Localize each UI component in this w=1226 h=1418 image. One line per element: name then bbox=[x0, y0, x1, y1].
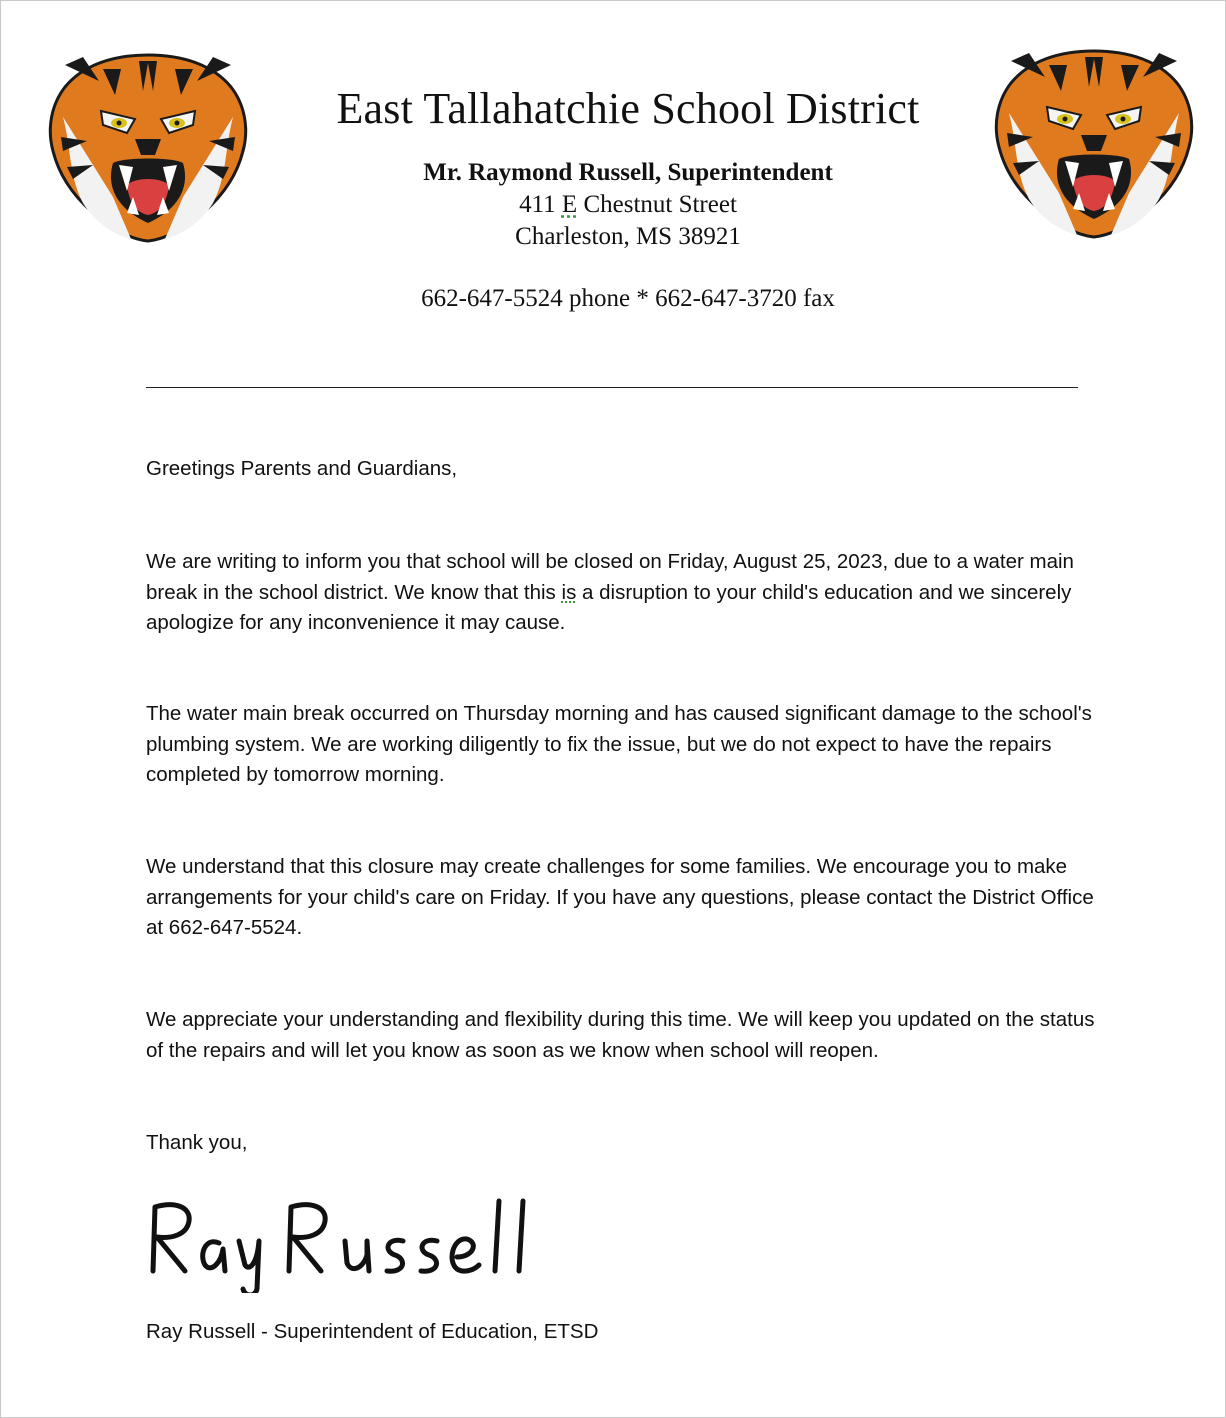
handwritten-signature bbox=[141, 1193, 641, 1293]
street-address bbox=[241, 189, 1015, 221]
city-state-zip: Charleston, MS 38921 bbox=[515, 223, 741, 250]
tiger-head-icon bbox=[996, 51, 1191, 237]
street-direction-flagged: E bbox=[561, 191, 578, 218]
street-name: Chestnut Street bbox=[577, 191, 737, 218]
paragraph-1-part-b: a disruption to your child's education and we sincerely apologize for any inconvenience it may cause. bbox=[146, 580, 1072, 634]
tiger-logo-left bbox=[43, 47, 253, 247]
closing: Thank you, bbox=[146, 1131, 248, 1154]
phone-fax-line: 662-647-5524 phone * 662-647-3720 fax bbox=[421, 285, 835, 312]
tiger-logo-right bbox=[989, 43, 1199, 243]
header-divider bbox=[146, 387, 1078, 388]
paragraph-1 bbox=[146, 547, 1096, 639]
signature-title-line: Ray Russell - Superintendent of Education, ETSD bbox=[146, 1320, 599, 1343]
district-title: East Tallahatchie School District bbox=[336, 84, 920, 133]
street-number: 411 bbox=[519, 191, 562, 218]
paragraph-1-flagged-word: is bbox=[561, 580, 577, 604]
superintendent-name: Mr. Raymond Russell, Superintendent bbox=[423, 159, 833, 186]
greeting: Greetings Parents and Guardians, bbox=[146, 457, 458, 480]
paragraph-1-part-a: We are writing to inform you that school will be closed on Friday, August 25, 2023, due to a water main break in the school district. We know that this bbox=[146, 550, 1074, 604]
paragraph-3: We understand that this closure may create challenges for some families. We encourage you to make arrangements for your child's care on Friday. If you have any questions, please contact the District Office at 662-647-5524. bbox=[146, 855, 1094, 939]
tiger-head-icon bbox=[50, 55, 245, 241]
paragraph-2: The water main break occurred on Thursday morning and has caused significant damage to the school's plumbing system. We are working diligently to fix the issue, but we do not expect to have the repairs completed by tomorrow morning. bbox=[146, 702, 1092, 786]
paragraph-4: We appreciate your understanding and flexibility during this time. We will keep you updated on the status of the repairs and will let you know as soon as we know when school will reopen. bbox=[146, 1008, 1095, 1062]
letterhead-address-block bbox=[241, 157, 1015, 253]
